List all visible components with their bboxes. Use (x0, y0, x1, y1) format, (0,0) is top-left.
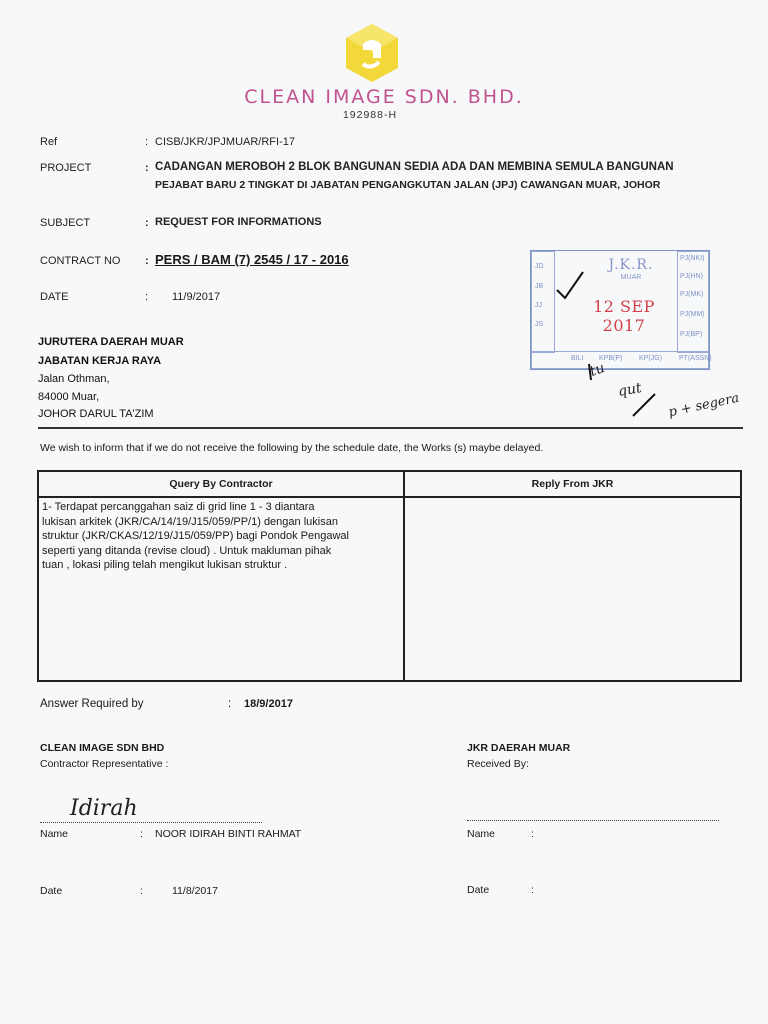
stamp-title: J.K.R. (608, 257, 654, 273)
stamp-label: PJ(MK) (680, 291, 704, 298)
stamp-label: PT(ASSN) (679, 355, 712, 362)
signature-line (40, 822, 262, 823)
column-header-query: Query By Contractor (38, 471, 404, 497)
stamp-label: KP(JG) (639, 355, 662, 362)
contract-no-label: CONTRACT NO (40, 255, 121, 267)
jkr-org: JKR DAERAH MUAR (467, 742, 571, 754)
contractor-signature: Idirah (70, 796, 138, 821)
recipient-line5: JOHOR DARUL TA'ZIM (38, 408, 154, 420)
answer-required-label: Answer Required by (40, 698, 144, 710)
colon: : (145, 136, 149, 148)
colon: : (145, 291, 149, 303)
stamp-label: PJ(MM) (680, 311, 705, 318)
query-line: tuan , lokasi piling telah mengikut lukisan struktur . (42, 559, 288, 571)
stamp-label: KPB(P) (599, 355, 623, 362)
contract-no-value: PERS / BAM (7) 2545 / 17 - 2016 (155, 252, 349, 267)
recipient-line2: JABATAN KERJA RAYA (38, 355, 162, 367)
answer-required-value: 18/9/2017 (244, 698, 293, 710)
ref-label: Ref (40, 136, 58, 148)
company-name: CLEAN IMAGE SDN. BHD. (244, 86, 524, 108)
recipient-line4: 84000 Muar, (38, 391, 100, 403)
colon: : (140, 885, 143, 897)
colon: : (145, 217, 149, 229)
ref-value: CISB/JKR/JPJMUAR/RFI-17 (155, 136, 295, 148)
recipient-line3: Jalan Othman, (38, 373, 110, 385)
jkr-role: Received By: (467, 758, 529, 770)
stamp-label: BILI (571, 355, 584, 362)
reply-cell[interactable] (404, 497, 741, 681)
jkr-name-label: Name (467, 828, 496, 840)
stamp-label: JD (535, 263, 544, 270)
colon: : (531, 884, 534, 896)
query-line: lukisan arkitek (JKR/CA/14/19/J15/059/PP/1) dengan lukisan (42, 515, 338, 528)
stamp-label: PJ(BP) (680, 331, 703, 338)
company-registration: 192988-H (342, 109, 398, 121)
query-cell (38, 497, 404, 681)
signature-line (467, 820, 719, 821)
handwritten-note: p + segera (667, 390, 741, 421)
handwritten-note: qut (616, 380, 643, 400)
table-row (38, 497, 741, 681)
date-value: 11/9/2017 (172, 291, 221, 303)
stamp-date: 12 SEP 2017 (593, 297, 655, 335)
company-logo-icon (343, 22, 401, 84)
recipient-line1: JURUTERA DAERAH MUAR (38, 336, 184, 348)
stamp-label: PJ(HN) (680, 273, 703, 280)
handwritten-note: tu (587, 359, 607, 381)
query-line: struktur (JKR/CKAS/12/19/J15/059/PP) bagi Pondok Pengawal (42, 530, 349, 542)
stamp-subtitle: MUAR (620, 274, 642, 281)
colon: : (145, 255, 149, 267)
contractor-role: Contractor Representative : (40, 758, 169, 770)
contractor-name-value: NOOR IDIRAH BINTI RAHMAT (155, 828, 302, 840)
contractor-date-label: Date (40, 885, 63, 897)
date-label: DATE (40, 291, 69, 303)
stamp-label: PJ(NKI) (680, 255, 705, 262)
stamp-label: JB (535, 283, 544, 290)
stamp-label: JJ (535, 302, 542, 309)
query-line: 1- Terdapat percanggahan saiz di grid line 1 - 3 diantara (42, 501, 315, 513)
subject-label: SUBJECT (40, 217, 91, 229)
subject-value: REQUEST FOR INFORMATIONS (155, 216, 322, 228)
colon: : (531, 828, 534, 840)
contractor-name-label: Name (40, 828, 69, 840)
project-value-line2: PEJABAT BARU 2 TINGKAT DI JABATAN PENGANGKUTAN JALAN (JPJ) CAWANGAN MUAR, JOHOR (155, 179, 661, 191)
contractor-date-value: 11/8/2017 (172, 885, 218, 897)
colon: : (140, 828, 143, 840)
colon: : (145, 162, 149, 174)
project-label: PROJECT (40, 162, 92, 174)
delay-notice: We wish to inform that if we do not receive the following by the schedule date, the Works (s) maybe delayed. (40, 442, 544, 454)
divider (38, 427, 743, 429)
stamp-label: JS (535, 321, 544, 328)
project-value-line1: CADANGAN MEROBOH 2 BLOK BANGUNAN SEDIA ADA DAN MEMBINA SEMULA BANGUNAN (155, 161, 674, 173)
column-header-reply: Reply From JKR (404, 471, 741, 497)
rfi-table (37, 470, 742, 682)
jkr-date-label: Date (467, 884, 490, 896)
table-header-row (38, 471, 741, 497)
contractor-org: CLEAN IMAGE SDN BHD (40, 742, 165, 754)
colon: : (228, 698, 232, 710)
query-line: seperti yang ditanda (revise cloud) . Untuk makluman pihak (42, 544, 332, 557)
